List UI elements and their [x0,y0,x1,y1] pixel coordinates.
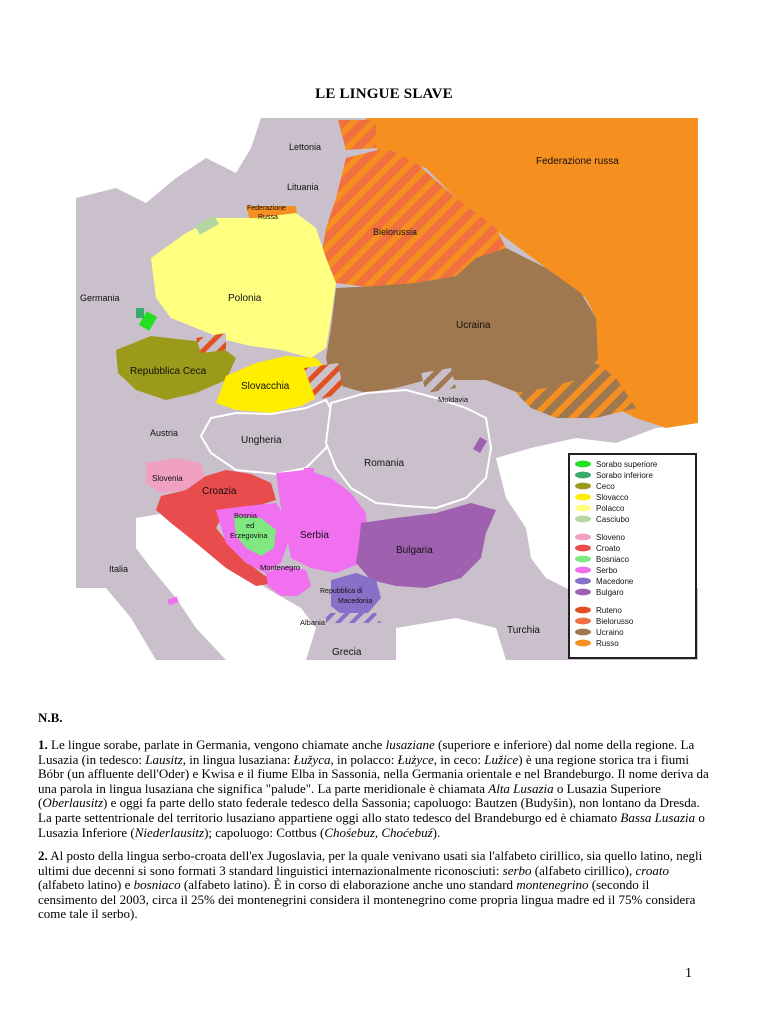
legend-swatch [575,578,591,585]
note-1-text: , in ceco: [433,751,485,767]
label-lituania: Lituania [287,182,319,192]
label-bulgaria: Bulgaria [396,545,433,556]
legend-swatch [575,545,591,552]
label-montenegro: Montenegro [260,563,301,572]
note-1-text: Le lingue sorabe, parlate in Germania, vengono chiamate anche [47,737,386,752]
note-2-text: (secondo il censimento del 2003, circa il 25% dei montenegrini considera il montenegrino come propria lingua madre ed il 75% considera come tale il serbo). [38,877,696,922]
label-macedonia-1: Repubblica di [320,588,363,595]
label-bosnia-3: Erzegovina [230,531,268,540]
label-slovenia: Slovenia [152,474,183,483]
sorabo-inferiore-patch [136,308,144,318]
notes-heading: N.B. [38,710,63,725]
legend-label: Russo [596,639,619,648]
label-bosnia-1: Bosnia [234,511,257,520]
legend-label: Sorabo superiore [596,460,658,469]
legend-swatch [575,556,591,563]
label-albania: Albania [300,618,326,627]
note-1-text: o Lusazia Inferiore ( [38,809,705,840]
note-2-italic: montenegrino [516,877,589,893]
label-ucraina: Ucraina [456,320,491,331]
legend-label: Ruteno [596,606,622,615]
legend-label: Sloveno [596,533,625,542]
note-1-text: ). [432,824,441,840]
note-2-text: (alfabeto latino) e [38,877,134,893]
legend-swatch [575,567,591,574]
note-2-text: Al posto della lingua serbo-croata dell'ex Jugoslavia, per la quale venivano usati sia l'alfabeto cirillico, sia quello latino, negli ultimi due decenni si sono formati 3 standard linguistici internazionalmente riconosciuti: [38,848,703,878]
label-serbia: Serbia [300,530,329,541]
label-italia: Italia [109,564,129,574]
label-austria: Austria [150,428,179,438]
macedonia-greek-hatch [326,613,381,623]
note-1-italic: Łużyce [397,751,434,767]
note-1-italic: Niederlausitz [134,824,205,840]
label-ungheria: Ungheria [241,435,282,446]
note-1 [38,738,710,840]
note-1-text: o Lusazia Superiore ( [38,780,661,811]
legend-label: Bosniaco [596,555,629,564]
legend-swatch [575,607,591,614]
legend-swatch [575,618,591,625]
note-1-italic: Łužyca [293,751,331,767]
label-federazione-russa-small-2: Russa [258,214,278,221]
legend-label: Polacco [596,504,625,513]
label-germania: Germania [80,293,120,303]
note-1-italic: Lausitz [145,751,183,767]
legend-label: Slovacco [596,493,629,502]
note-1-text: ); capoluogo: Cottbus ( [204,824,325,840]
legend-swatch [575,483,591,490]
note-1-number: 1. [38,737,48,752]
label-romania: Romania [364,458,405,469]
note-1-text: ) è una regione storica tra i fiumi Bóbr (un affluente dell'Oder) e Kwisa e il fiume Elba in Sassonia, nella Germania orientale e nel Brandeburgo. Il nome deriva da una parola in lingua lusaziana che significa "palude". La parte meridionale è chiamata [38,751,709,796]
legend-label: Bielorusso [596,617,634,626]
label-federazione-russa-small-1: Federazione [247,205,286,212]
legend-label: Croato [596,544,621,553]
label-polonia: Polonia [228,293,262,304]
note-1-italic: Bassa Lusazia [620,809,696,825]
legend-swatch [575,472,591,479]
label-croazia: Croazia [202,486,237,497]
note-2-italic: serbo [502,862,532,878]
label-grecia: Grecia [332,647,362,658]
legend-label: Ucraino [596,628,624,637]
note-1-italic: Chośebuz, Choćebuź [324,824,433,840]
legend-swatch [575,494,591,501]
label-macedonia-2: Macedonia [338,598,373,605]
label-slovacchia: Slovacchia [241,381,290,392]
legend-label: Bulgaro [596,588,624,597]
note-1-text: ) e oggi fa parte dello stato federale tedesco della Sassonia; capoluogo: Bautzen (Budyšin), non lontano da Dresda. La parte settentrionale del territorio lusaziano appartiene oggi allo stato tedesco del Brandeburgo ed è chiamato [38,795,700,825]
note-1-italic: Lužice [484,751,519,767]
note-1-text: (superiore e inferiore) dal nome della regione. La Lusazia (in tedesco: [38,737,695,767]
label-lettonia: Lettonia [289,142,322,152]
legend-swatch [575,589,591,596]
page-title: LE LINGUE SLAVE [315,86,453,102]
note-1-italic: lusaziane [385,737,435,752]
legend-label: Casciubo [596,515,630,524]
note-2-italic: croato [635,862,669,878]
label-repubblica-ceca: Repubblica Ceca [130,366,207,377]
legend-swatch [575,629,591,636]
legend-swatch [575,461,591,468]
legend-label: Serbo [596,566,618,575]
legend-label: Sorabo inferiore [596,471,653,480]
note-2-number: 2. [38,848,48,863]
legend-swatch [575,534,591,541]
note-2-italic: bosniaco [133,877,181,893]
note-2 [38,849,710,922]
legend-swatch [575,516,591,523]
label-federazione-russa: Federazione russa [536,156,619,167]
label-bosnia-2: ed [246,521,255,530]
note-2-text: (alfabeto cirillico), [531,862,636,878]
note-1-italic: Oberlausitz [42,795,104,811]
label-turchia: Turchia [507,625,540,636]
legend-swatch [575,640,591,647]
page-number: 1 [685,966,692,981]
note-1-text: , in polacco: [330,751,398,767]
legend-label: Ceco [596,482,615,491]
note-2-text: (alfabeto latino). È in corso di elaborazione anche uno standard [180,877,517,893]
label-bielorussia: Bielorussia [373,227,418,237]
legend-label: Macedone [596,577,634,586]
legend-swatch [575,505,591,512]
note-1-italic: Alta Lusazia [488,780,554,796]
note-1-text: , in lingua lusaziana: [182,751,294,767]
serbo-patch-romania [304,468,314,476]
slavic-languages-map [76,118,698,660]
label-moldavia: Moldavia [438,395,469,404]
map-legend [569,454,696,658]
